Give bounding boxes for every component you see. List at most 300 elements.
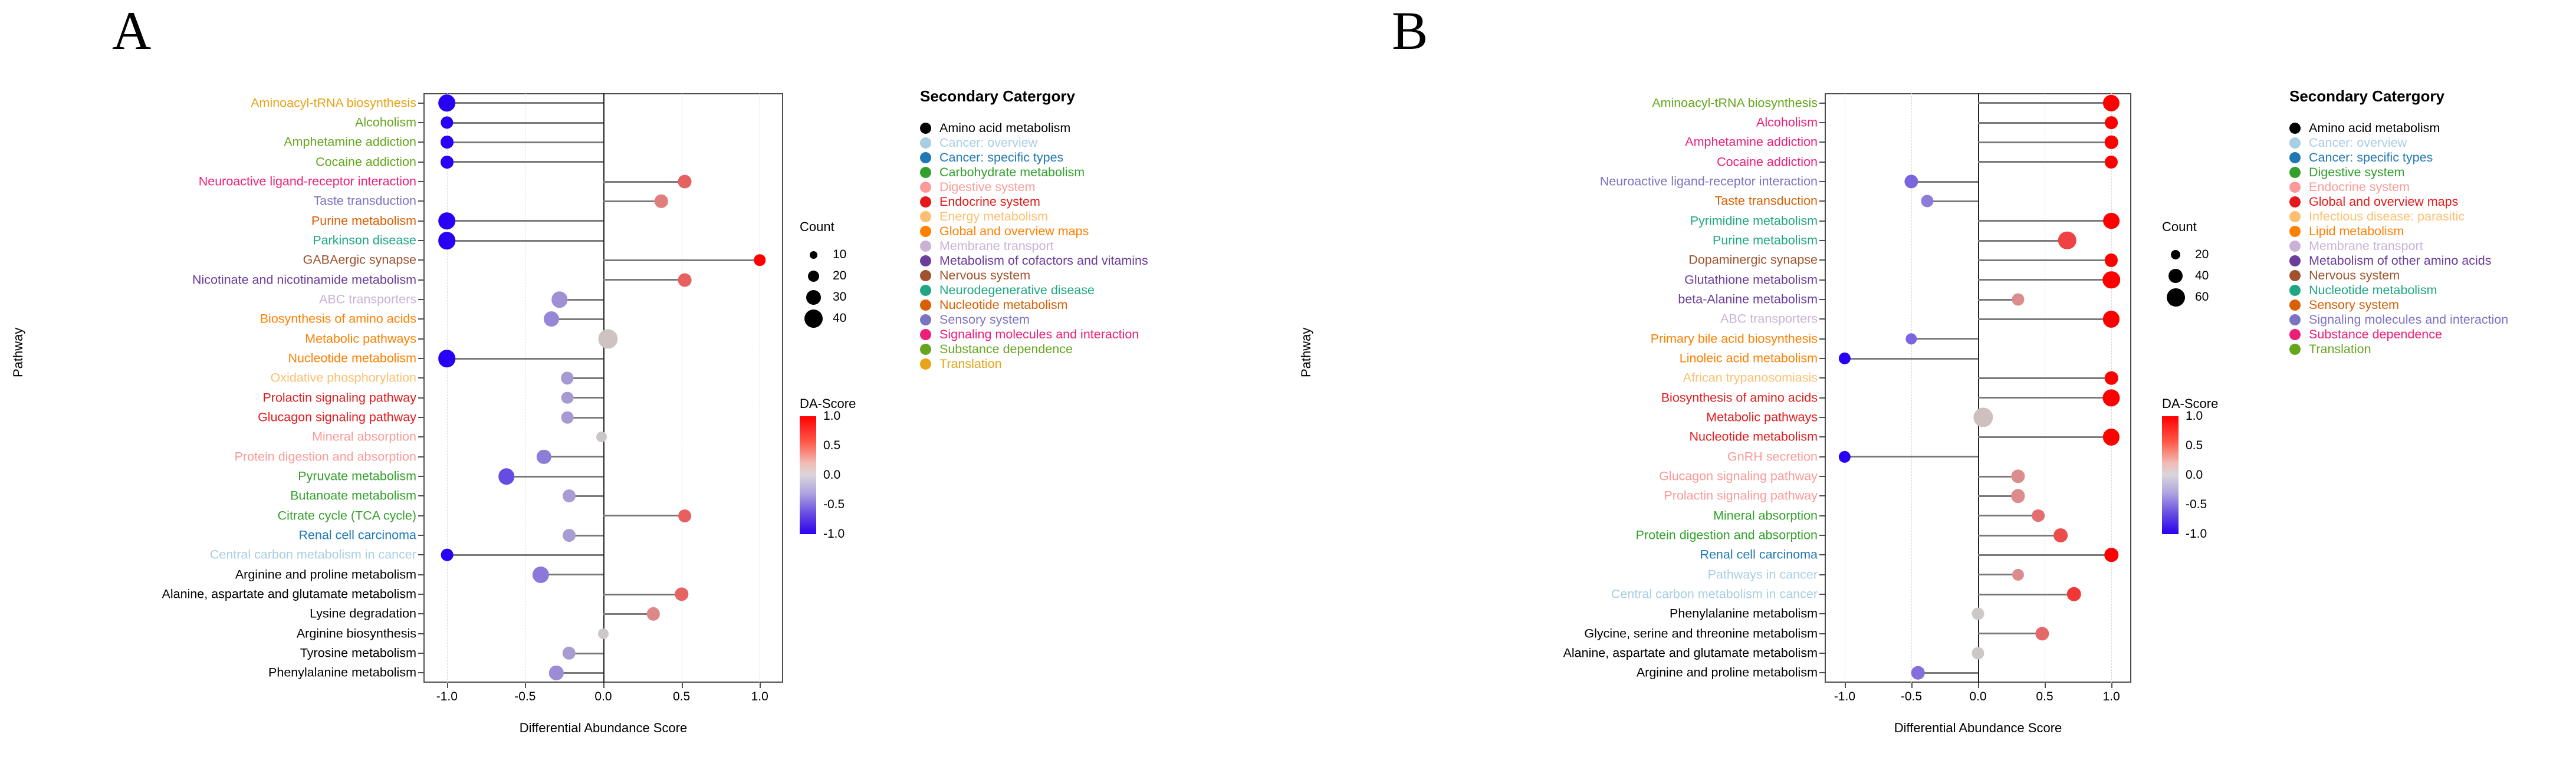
category-label[interactable]: Metabolic pathways xyxy=(1706,410,1818,424)
x-axis-tick xyxy=(447,683,448,688)
lollipop-dot[interactable] xyxy=(498,468,515,485)
category-legend-item[interactable] xyxy=(920,357,1148,371)
count-legend-dot xyxy=(2167,288,2185,307)
category-label[interactable]: Glycine, serine and threonine metabolism xyxy=(1584,626,1818,640)
category-legend-swatch-icon xyxy=(2289,299,2301,311)
lollipop-dot[interactable] xyxy=(2102,271,2120,289)
lollipop-dot[interactable] xyxy=(561,391,574,404)
lollipop-dot[interactable] xyxy=(2053,528,2068,542)
count-legend-label: 40 xyxy=(2195,269,2209,282)
y-axis-tick xyxy=(418,181,423,182)
y-axis-tick xyxy=(1819,377,1825,378)
lollipop-stem xyxy=(447,141,603,143)
category-legend-item[interactable] xyxy=(920,195,1148,209)
lollipop-stem xyxy=(1978,141,2111,143)
category-label[interactable]: beta-Alanine metabolism xyxy=(1678,292,1818,307)
y-axis-tick xyxy=(418,456,423,458)
y-axis-tick xyxy=(1819,417,1825,418)
lollipop-dot[interactable] xyxy=(678,175,691,189)
y-axis-tick xyxy=(1819,122,1825,123)
count-legend-dot-box xyxy=(800,310,827,328)
lollipop-dot[interactable] xyxy=(441,156,454,169)
category-legend-item[interactable] xyxy=(2289,283,2508,298)
lollipop-stem xyxy=(1978,535,2061,537)
category-legend-swatch-icon xyxy=(920,137,931,149)
y-axis-tick xyxy=(1819,162,1825,163)
x-axis-tick xyxy=(1911,683,1913,688)
category-label[interactable]: Phenylalanine metabolism xyxy=(1670,606,1818,621)
y-axis-tick xyxy=(1819,456,1825,458)
y-axis-tick xyxy=(1819,574,1825,575)
category-label[interactable]: Mineral absorption xyxy=(312,429,416,444)
lollipop-dot[interactable] xyxy=(596,432,607,442)
category-legend-swatch-icon xyxy=(920,255,931,266)
category-legend-label: Carbohydrate metabolism xyxy=(939,164,1085,179)
category-label[interactable]: Dopaminergic synapse xyxy=(1688,252,1818,267)
lollipop-stem xyxy=(603,181,685,183)
category-label[interactable]: Parkinson disease xyxy=(313,233,416,248)
y-axis-tick xyxy=(418,358,423,359)
y-axis-tick xyxy=(418,613,423,614)
category-label[interactable]: Metabolic pathways xyxy=(305,331,416,345)
count-legend-row xyxy=(2162,244,2209,265)
y-axis-tick xyxy=(418,200,423,202)
gridline xyxy=(447,93,448,683)
category-label[interactable]: Purine metabolism xyxy=(311,213,416,228)
y-axis-tick xyxy=(1819,318,1825,320)
y-axis-tick xyxy=(1819,181,1825,182)
category-label[interactable]: Amphetamine addiction xyxy=(284,134,416,149)
category-label[interactable]: Arginine and proline metabolism xyxy=(1636,665,1818,680)
lollipop-stem xyxy=(447,220,603,222)
category-label[interactable]: Tyrosine metabolism xyxy=(300,646,416,660)
lollipop-stem xyxy=(1978,515,2038,516)
category-legend-label: Membrane transport xyxy=(2309,238,2423,253)
category-label[interactable]: Neuroactive ligand-receptor interaction xyxy=(198,174,416,189)
category-legend-item[interactable] xyxy=(920,150,1148,165)
y-axis-tick xyxy=(418,162,423,163)
category-legend-item[interactable] xyxy=(920,136,1148,150)
category-label[interactable]: Lysine degradation xyxy=(310,606,416,621)
dascore-tick-label: -1.0 xyxy=(2186,527,2207,541)
category-label[interactable]: Nicotinate and nicotinamide metabolism xyxy=(192,272,416,287)
category-legend-swatch-icon xyxy=(2289,152,2301,163)
lollipop-stem xyxy=(603,259,760,261)
lollipop-dot[interactable] xyxy=(438,232,456,249)
category-legend-label: Membrane transport xyxy=(939,238,1054,253)
category-legend-label: Nervous system xyxy=(939,268,1031,282)
category-label[interactable]: Renal cell carcinoma xyxy=(1700,547,1818,562)
category-legend-swatch-icon xyxy=(920,226,931,237)
y-axis-tick xyxy=(1819,653,1825,654)
category-label[interactable]: Pyrimidine metabolism xyxy=(1690,213,1818,228)
lollipop-dot[interactable] xyxy=(551,291,568,308)
lollipop-dot[interactable] xyxy=(438,94,456,112)
y-axis-tick xyxy=(418,594,423,595)
lollipop-stem xyxy=(551,318,603,320)
category-legend-item[interactable] xyxy=(2289,150,2508,165)
dascore-tick-label: 0.5 xyxy=(823,439,841,452)
count-legend-row xyxy=(800,265,846,287)
category-label[interactable]: Prolactin signaling pathway xyxy=(262,390,416,404)
category-legend-item[interactable] xyxy=(2289,136,2508,150)
gridline xyxy=(760,93,761,683)
category-legend-item[interactable] xyxy=(2289,224,2508,239)
y-axis-tick xyxy=(1819,220,1825,222)
category-legend-swatch-icon xyxy=(920,211,931,222)
dascore-tick-label: -0.5 xyxy=(2186,498,2207,511)
category-legend-label: Endocrine system xyxy=(939,194,1040,209)
category-label[interactable]: Arginine and proline metabolism xyxy=(235,567,416,581)
count-legend-dot xyxy=(810,251,817,259)
lollipop-stem xyxy=(1978,377,2111,379)
lollipop-stem xyxy=(603,594,682,595)
lollipop-dot[interactable] xyxy=(1921,195,1934,208)
y-axis-tick xyxy=(1819,240,1825,241)
count-legend-dot xyxy=(808,271,819,282)
category-label[interactable]: Arginine biosynthesis xyxy=(296,626,416,640)
y-axis-tick xyxy=(418,436,423,437)
category-label[interactable]: Cocaine addiction xyxy=(1717,154,1818,169)
category-legend-item[interactable] xyxy=(2289,121,2508,136)
category-legend-label: Sensory system xyxy=(2309,297,2399,312)
category-legend-label: Digestive system xyxy=(939,179,1036,194)
lollipop-dot[interactable] xyxy=(2105,371,2118,385)
category-label[interactable]: GnRH secretion xyxy=(1727,449,1818,463)
category-legend-item[interactable] xyxy=(2289,195,2508,209)
category-label[interactable]: Nucleotide metabolism xyxy=(1689,429,1818,444)
category-legend-swatch-icon xyxy=(920,314,931,325)
category-label[interactable]: Neuroactive ligand-receptor interaction xyxy=(1599,174,1818,189)
y-axis-tick xyxy=(418,299,423,300)
category-legend-swatch-icon xyxy=(2289,241,2301,252)
x-axis-tick xyxy=(603,683,604,688)
category-label[interactable]: Aminoacyl-tRNA biosynthesis xyxy=(251,95,416,110)
panel-a-category-labels xyxy=(0,93,416,683)
y-axis-tick xyxy=(1819,397,1825,399)
y-axis-tick xyxy=(1819,495,1825,496)
category-legend-item[interactable] xyxy=(920,180,1148,195)
lollipop-dot[interactable] xyxy=(2032,509,2045,522)
panel-b-x-axis-title: Differential Abundance Score xyxy=(1894,720,2062,735)
category-legend-item[interactable] xyxy=(920,165,1148,180)
category-label[interactable]: Taste transduction xyxy=(1714,193,1818,208)
category-legend-item[interactable] xyxy=(2289,209,2508,224)
count-legend-dot xyxy=(2168,269,2183,283)
category-legend-label: Metabolism of other amino acids xyxy=(2309,253,2492,268)
y-axis-tick xyxy=(1819,338,1825,340)
y-axis-tick xyxy=(418,417,423,418)
category-legend-label: Cancer: specific types xyxy=(2309,150,2433,164)
count-legend-label: 40 xyxy=(833,311,847,325)
lollipop-stem xyxy=(1978,279,2111,281)
category-legend-swatch-icon xyxy=(2289,123,2301,134)
lollipop-stem xyxy=(1978,318,2111,320)
lollipop-stem xyxy=(1911,338,1978,340)
count-legend-row xyxy=(800,308,846,329)
category-legend-swatch-icon xyxy=(920,152,931,163)
panel-a-dascore-legend-title: DA-Score xyxy=(800,396,856,411)
category-label[interactable]: Butanoate metabolism xyxy=(290,488,416,503)
lollipop-stem xyxy=(447,358,603,360)
category-legend-label: Nucleotide metabolism xyxy=(2309,282,2437,297)
category-label[interactable]: Pathways in cancer xyxy=(1707,567,1818,581)
lollipop-stem xyxy=(1978,102,2111,104)
category-legend-swatch-icon xyxy=(2289,329,2301,340)
panel-b-category-labels xyxy=(1288,93,1818,683)
lollipop-stem xyxy=(1845,456,1978,458)
category-legend-item[interactable] xyxy=(2289,268,2508,283)
lollipop-stem xyxy=(1978,122,2111,124)
lollipop-stem xyxy=(544,456,603,458)
lollipop-stem xyxy=(1927,200,1978,202)
lollipop-dot[interactable] xyxy=(563,529,576,542)
category-legend-label: Neurodegenerative disease xyxy=(939,282,1095,297)
lollipop-stem xyxy=(1911,181,1978,183)
lollipop-dot[interactable] xyxy=(2012,293,2024,305)
x-axis-tick xyxy=(1845,683,1846,688)
category-legend-swatch-icon xyxy=(2289,285,2301,296)
category-label[interactable]: Aminoacyl-tRNA biosynthesis xyxy=(1652,95,1818,110)
lollipop-stem xyxy=(507,476,603,478)
category-label[interactable]: Linoleic acid metabolism xyxy=(1679,351,1818,366)
category-label[interactable]: Purine metabolism xyxy=(1712,233,1818,248)
category-label[interactable]: Renal cell carcinoma xyxy=(298,528,416,542)
category-label[interactable]: Pyruvate metabolism xyxy=(298,469,416,483)
y-axis-tick xyxy=(1819,476,1825,477)
category-label[interactable]: Citrate cycle (TCA cycle) xyxy=(277,508,416,522)
category-legend-swatch-icon xyxy=(920,358,931,370)
category-label[interactable]: ABC transporters xyxy=(319,292,416,307)
category-legend-item[interactable] xyxy=(920,239,1148,254)
y-axis-tick xyxy=(418,338,423,340)
category-legend-item[interactable] xyxy=(920,312,1148,327)
dascore-tick-label: 1.0 xyxy=(2186,409,2203,423)
category-label[interactable]: Central carbon metabolism in cancer xyxy=(1611,587,1818,601)
count-legend-label: 60 xyxy=(2195,290,2209,304)
y-axis-tick xyxy=(1819,299,1825,300)
category-legend-item[interactable] xyxy=(920,283,1148,298)
category-legend-swatch-icon xyxy=(2289,167,2301,178)
category-label[interactable]: Alanine, aspartate and glutamate metabolism xyxy=(1563,646,1818,660)
gridline xyxy=(2111,93,2112,683)
x-axis-tick-label: 0.0 xyxy=(1969,690,1987,703)
category-legend-swatch-icon xyxy=(2289,255,2301,266)
y-axis-tick xyxy=(418,259,423,261)
x-axis-tick-label: -1.0 xyxy=(1834,690,1855,703)
count-legend-row xyxy=(2162,287,2209,308)
category-legend-item[interactable] xyxy=(920,298,1148,312)
lollipop-dot[interactable] xyxy=(2105,116,2118,129)
category-legend-label: Translation xyxy=(939,356,1002,371)
lollipop-dot[interactable] xyxy=(598,628,609,639)
panel-b-category-legend xyxy=(2289,87,2508,357)
y-axis-tick xyxy=(418,672,423,673)
category-legend-item[interactable] xyxy=(920,268,1148,283)
y-axis-tick xyxy=(418,103,423,104)
category-label[interactable]: Primary bile acid biosynthesis xyxy=(1650,331,1818,345)
category-legend-item[interactable] xyxy=(2289,254,2508,268)
lollipop-stem xyxy=(1978,397,2111,399)
lollipop-dot[interactable] xyxy=(678,509,691,522)
category-label[interactable]: Protein digestion and absorption xyxy=(1635,528,1818,542)
category-legend-swatch-icon xyxy=(920,241,931,252)
x-axis-tick-label: -1.0 xyxy=(436,690,458,703)
category-legend-label: Translation xyxy=(2309,341,2371,356)
category-label[interactable]: Protein digestion and absorption xyxy=(234,449,416,463)
lollipop-dot[interactable] xyxy=(1972,647,1984,659)
lollipop-dot[interactable] xyxy=(2105,136,2118,149)
panel-b-y-axis-title: Pathway xyxy=(1299,327,1313,377)
category-label[interactable]: Alanine, aspartate and glutamate metabolism xyxy=(162,587,416,601)
dascore-tick-label: 0.0 xyxy=(2186,468,2203,482)
lollipop-stem xyxy=(1978,594,2074,595)
category-legend-item[interactable] xyxy=(920,342,1148,357)
category-legend-item[interactable] xyxy=(920,209,1148,224)
category-legend-item[interactable] xyxy=(2289,342,2508,357)
x-axis-tick-label: 1.0 xyxy=(2102,690,2120,703)
category-label[interactable]: Prolactin signaling pathway xyxy=(1664,488,1818,503)
category-legend-swatch-icon xyxy=(2289,314,2301,325)
lollipop-dot[interactable] xyxy=(544,311,559,327)
category-legend-swatch-icon xyxy=(2289,270,2301,281)
y-axis-tick xyxy=(418,279,423,281)
category-legend-label: Lipid metabolism xyxy=(2309,223,2404,238)
category-legend-item[interactable] xyxy=(920,254,1148,268)
category-legend-item[interactable] xyxy=(2289,298,2508,312)
category-legend-item[interactable] xyxy=(2289,327,2508,342)
category-legend-swatch-icon xyxy=(2289,137,2301,149)
lollipop-stem xyxy=(447,240,603,242)
category-legend-item[interactable] xyxy=(2289,165,2508,180)
category-label[interactable]: Amphetamine addiction xyxy=(1685,134,1818,149)
x-axis-tick xyxy=(760,683,761,688)
y-axis-tick xyxy=(1819,103,1825,104)
lollipop-dot[interactable] xyxy=(2104,548,2118,562)
category-label[interactable]: Biosynthesis of amino acids xyxy=(1661,390,1818,404)
y-axis-tick xyxy=(418,122,423,123)
category-legend-label: Substance dependence xyxy=(2309,327,2442,341)
lollipop-stem xyxy=(1978,633,2042,634)
x-axis-tick-label: 0.0 xyxy=(594,690,612,703)
count-legend-label: 10 xyxy=(833,248,847,261)
category-label[interactable]: Alcoholism xyxy=(1756,115,1818,130)
category-label[interactable]: GABAergic synapse xyxy=(303,252,416,267)
panel-a-plot-area xyxy=(423,93,783,703)
category-label[interactable]: Glucagon signaling pathway xyxy=(1659,469,1818,483)
category-label[interactable]: Nucleotide metabolism xyxy=(288,351,416,366)
category-legend-label: Cancer: overview xyxy=(2309,135,2407,150)
panel-a-dascore-legend xyxy=(800,396,856,541)
y-axis-tick xyxy=(1819,535,1825,536)
category-legend-label: Digestive system xyxy=(2309,164,2405,179)
lollipop-dot[interactable] xyxy=(2103,213,2120,229)
category-legend-swatch-icon xyxy=(920,299,931,311)
panel-b-count-legend-title: Count xyxy=(2162,219,2197,234)
category-legend-swatch-icon xyxy=(2289,211,2301,222)
category-legend-label: Cancer: specific types xyxy=(939,150,1064,164)
lollipop-dot[interactable] xyxy=(438,350,456,367)
category-label[interactable]: Oxidative phosphorylation xyxy=(270,370,416,385)
lollipop-dot[interactable] xyxy=(1911,666,1925,680)
category-legend-item[interactable] xyxy=(2289,312,2508,327)
lollipop-stem xyxy=(1978,220,2111,222)
category-legend-item[interactable] xyxy=(920,121,1148,136)
y-axis-tick xyxy=(418,476,423,477)
panel-a-count-legend-title: Count xyxy=(800,219,834,234)
category-legend-item[interactable] xyxy=(2289,180,2508,195)
lollipop-dot[interactable] xyxy=(678,273,691,287)
lollipop-dot[interactable] xyxy=(563,489,576,502)
lollipop-dot[interactable] xyxy=(2103,389,2120,406)
category-legend-item[interactable] xyxy=(920,224,1148,239)
category-label[interactable]: Cocaine addiction xyxy=(316,154,416,169)
category-legend-swatch-icon xyxy=(920,196,931,208)
panel-a-x-axis-title: Differential Abundance Score xyxy=(519,720,688,735)
gridline xyxy=(525,93,526,683)
panel-a-category-legend xyxy=(920,87,1148,371)
category-label[interactable]: Central carbon metabolism in cancer xyxy=(209,547,416,562)
count-legend-label: 20 xyxy=(833,269,847,282)
category-label[interactable]: African trypanosomiasis xyxy=(1683,370,1818,385)
category-label[interactable]: Biosynthesis of amino acids xyxy=(259,311,416,326)
category-legend-swatch-icon xyxy=(920,182,931,193)
category-legend-label: Endocrine system xyxy=(2309,179,2410,194)
dascore-tick-label: -0.5 xyxy=(823,498,845,511)
y-axis-tick xyxy=(418,574,423,575)
category-label[interactable]: Mineral absorption xyxy=(1713,508,1818,522)
category-legend-swatch-icon xyxy=(920,329,931,340)
category-legend-label: Nervous system xyxy=(2309,268,2400,282)
y-axis-tick xyxy=(418,397,423,399)
category-legend-item[interactable] xyxy=(2289,239,2508,254)
panel-a-letter: A xyxy=(112,1,152,61)
category-label[interactable]: ABC transporters xyxy=(1720,311,1818,326)
category-legend-label: Infectious disease: parasitic xyxy=(2309,209,2465,223)
lollipop-dot[interactable] xyxy=(441,549,453,561)
x-axis-tick xyxy=(525,683,526,688)
category-legend-swatch-icon xyxy=(920,167,931,178)
count-legend-dot-box xyxy=(2162,269,2189,283)
category-label[interactable]: Phenylalanine metabolism xyxy=(268,665,416,680)
lollipop-dot[interactable] xyxy=(561,412,574,424)
lollipop-stem xyxy=(556,672,603,674)
category-legend-label: Global and overview maps xyxy=(939,223,1089,238)
category-label[interactable]: Glucagon signaling pathway xyxy=(258,410,416,424)
count-legend-row xyxy=(2162,265,2209,287)
lollipop-dot[interactable] xyxy=(1972,608,1984,620)
lollipop-stem xyxy=(603,279,685,281)
category-legend-label: Substance dependence xyxy=(939,341,1073,356)
lollipop-dot[interactable] xyxy=(438,212,456,230)
y-axis-tick xyxy=(418,653,423,654)
category-legend-item[interactable] xyxy=(920,327,1148,342)
count-legend-dot-box xyxy=(800,251,827,259)
lollipop-stem xyxy=(447,554,603,556)
category-label[interactable]: Alcoholism xyxy=(355,115,416,130)
category-label[interactable]: Glutathione metabolism xyxy=(1684,272,1818,287)
panel-b-dascore-colorbar xyxy=(2162,416,2179,534)
y-axis-tick xyxy=(418,495,423,496)
category-label[interactable]: Taste transduction xyxy=(313,193,416,208)
gridline xyxy=(1845,93,1846,683)
x-axis-tick-label: -0.5 xyxy=(1900,690,1923,703)
lollipop-stem xyxy=(603,613,653,615)
y-axis-tick xyxy=(1819,515,1825,516)
lollipop-dot[interactable] xyxy=(441,136,454,149)
dascore-tick-label: 0.0 xyxy=(823,468,841,482)
category-legend-label: Global and overview maps xyxy=(2309,194,2459,209)
